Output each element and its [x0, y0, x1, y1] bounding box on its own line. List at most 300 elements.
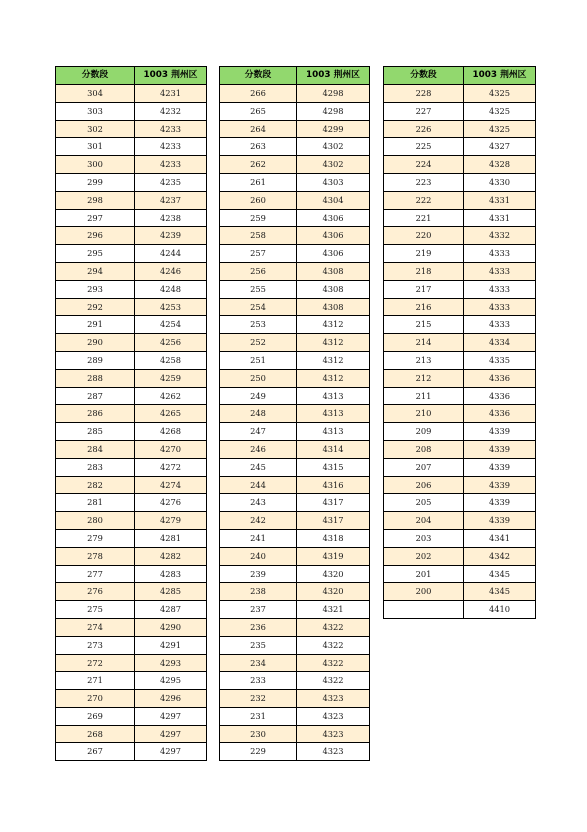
cumulative-cell: 4308: [297, 262, 370, 280]
score-cell: 263: [220, 138, 297, 156]
score-cell: 230: [220, 725, 297, 743]
score-cell: 284: [56, 440, 135, 458]
table-row: [56, 458, 207, 476]
cumulative-cell: 4342: [464, 547, 536, 565]
table-row: [384, 405, 536, 423]
table-row: [220, 334, 370, 352]
score-cell: 292: [56, 298, 135, 316]
cumulative-cell: 4322: [297, 636, 370, 654]
table-row: [220, 672, 370, 690]
cumulative-cell: 4339: [464, 494, 536, 512]
score-table-3: [383, 66, 536, 619]
table-row: [56, 156, 207, 174]
table-row: [220, 512, 370, 530]
cumulative-cell: 4259: [135, 369, 207, 387]
table-body: [56, 85, 207, 761]
score-cell: 217: [384, 280, 464, 298]
table-row: [220, 583, 370, 601]
score-cell: 209: [384, 423, 464, 441]
cumulative-cell: 4235: [135, 173, 207, 191]
table-row: [220, 743, 370, 761]
score-cell: 228: [384, 85, 464, 103]
cumulative-cell: 4233: [135, 156, 207, 174]
table-row: [220, 529, 370, 547]
score-cell: 239: [220, 565, 297, 583]
score-cell: 291: [56, 316, 135, 334]
cumulative-cell: 4339: [464, 512, 536, 530]
table-row: [220, 565, 370, 583]
cumulative-cell: 4268: [135, 423, 207, 441]
table-row: [56, 209, 207, 227]
cumulative-cell: 4322: [297, 654, 370, 672]
cumulative-cell: 4339: [464, 458, 536, 476]
score-cell: 289: [56, 351, 135, 369]
score-cell: 294: [56, 262, 135, 280]
table-row: [220, 494, 370, 512]
score-cell: 223: [384, 173, 464, 191]
cumulative-cell: 4282: [135, 547, 207, 565]
cumulative-cell: 4333: [464, 298, 536, 316]
cumulative-cell: 4281: [135, 529, 207, 547]
table-row: [220, 440, 370, 458]
cumulative-cell: 4296: [135, 690, 207, 708]
table-row: [56, 743, 207, 761]
score-cell: 274: [56, 618, 135, 636]
score-table-2: [219, 66, 370, 761]
table-row: [56, 102, 207, 120]
score-cell: 242: [220, 512, 297, 530]
cumulative-cell: 4308: [297, 280, 370, 298]
header-district: 1003 荆州区: [464, 67, 536, 85]
score-cell: 238: [220, 583, 297, 601]
table-row: [384, 280, 536, 298]
score-cell: 225: [384, 138, 464, 156]
score-cell: 302: [56, 120, 135, 138]
score-cell: 297: [56, 209, 135, 227]
table-row: [220, 262, 370, 280]
cumulative-cell: 4312: [297, 316, 370, 334]
table-row: [220, 245, 370, 263]
score-cell: 299: [56, 173, 135, 191]
score-cell: 259: [220, 209, 297, 227]
cumulative-cell: 4272: [135, 458, 207, 476]
cumulative-cell: 4306: [297, 227, 370, 245]
cumulative-cell: 4317: [297, 512, 370, 530]
table-row: [56, 690, 207, 708]
table-body: [220, 85, 370, 761]
table-body: [384, 85, 536, 619]
table-row: [384, 351, 536, 369]
cumulative-cell: 4253: [135, 298, 207, 316]
table-row: [384, 583, 536, 601]
table-row: [384, 316, 536, 334]
cumulative-cell: 4297: [135, 725, 207, 743]
cumulative-cell: 4302: [297, 138, 370, 156]
cumulative-cell: 4265: [135, 405, 207, 423]
cumulative-cell: 4313: [297, 423, 370, 441]
score-cell: 276: [56, 583, 135, 601]
cumulative-cell: 4244: [135, 245, 207, 263]
cumulative-cell: 4336: [464, 369, 536, 387]
cumulative-cell: 4336: [464, 387, 536, 405]
cumulative-cell: 4238: [135, 209, 207, 227]
score-cell: 212: [384, 369, 464, 387]
table-row: [384, 440, 536, 458]
cumulative-cell: 4313: [297, 405, 370, 423]
score-cell: 201: [384, 565, 464, 583]
cumulative-cell: 4333: [464, 280, 536, 298]
table-row: [56, 672, 207, 690]
score-cell: 215: [384, 316, 464, 334]
score-cell: 249: [220, 387, 297, 405]
score-cell: 290: [56, 334, 135, 352]
cumulative-cell: 4285: [135, 583, 207, 601]
cumulative-cell: 4254: [135, 316, 207, 334]
score-cell: 220: [384, 227, 464, 245]
score-cell: 304: [56, 85, 135, 103]
cumulative-cell: 4258: [135, 351, 207, 369]
table-row: [220, 351, 370, 369]
score-cell: 300: [56, 156, 135, 174]
cumulative-cell: 4322: [297, 618, 370, 636]
cumulative-cell: 4325: [464, 120, 536, 138]
table-row: [220, 191, 370, 209]
table-row: [220, 316, 370, 334]
cumulative-cell: 4330: [464, 173, 536, 191]
score-cell: 204: [384, 512, 464, 530]
score-cell: 214: [384, 334, 464, 352]
cumulative-cell: 4283: [135, 565, 207, 583]
score-cell: 272: [56, 654, 135, 672]
cumulative-cell: 4321: [297, 601, 370, 619]
score-cell: 231: [220, 707, 297, 725]
cumulative-cell: 4297: [135, 707, 207, 725]
table-row: [384, 298, 536, 316]
cumulative-cell: 4239: [135, 227, 207, 245]
cumulative-cell: 4328: [464, 156, 536, 174]
score-cell: 237: [220, 601, 297, 619]
table-row: [56, 529, 207, 547]
cumulative-cell: 4335: [464, 351, 536, 369]
cumulative-cell: 4333: [464, 245, 536, 263]
score-cell: 257: [220, 245, 297, 263]
header-district: 1003 荆州区: [135, 67, 207, 85]
table-row: [220, 636, 370, 654]
table-row: [56, 565, 207, 583]
cumulative-cell: 4290: [135, 618, 207, 636]
cumulative-cell: 4233: [135, 138, 207, 156]
score-cell: 213: [384, 351, 464, 369]
cumulative-cell: 4298: [297, 102, 370, 120]
score-cell: 293: [56, 280, 135, 298]
cumulative-cell: 4246: [135, 262, 207, 280]
cumulative-cell: 4274: [135, 476, 207, 494]
table-row: [56, 725, 207, 743]
score-cell: 247: [220, 423, 297, 441]
score-cell: 219: [384, 245, 464, 263]
cumulative-cell: 4308: [297, 298, 370, 316]
cumulative-cell: 4345: [464, 565, 536, 583]
cumulative-cell: 4336: [464, 405, 536, 423]
cumulative-cell: 4334: [464, 334, 536, 352]
score-cell: 226: [384, 120, 464, 138]
cumulative-cell: 4331: [464, 209, 536, 227]
table-row: [56, 298, 207, 316]
table-row: [220, 618, 370, 636]
score-cell: 227: [384, 102, 464, 120]
score-cell: 282: [56, 476, 135, 494]
score-cell: 254: [220, 298, 297, 316]
table-row: [220, 138, 370, 156]
score-cell: 232: [220, 690, 297, 708]
table-row: [220, 547, 370, 565]
score-cell: 243: [220, 494, 297, 512]
score-cell: 244: [220, 476, 297, 494]
cumulative-cell: 4312: [297, 351, 370, 369]
table-row: [56, 547, 207, 565]
cumulative-cell: 4339: [464, 440, 536, 458]
table-row: [56, 707, 207, 725]
cumulative-cell: 4313: [297, 387, 370, 405]
score-cell: 221: [384, 209, 464, 227]
score-cell: 285: [56, 423, 135, 441]
header-district: 1003 荆州区: [297, 67, 370, 85]
table-row: [220, 280, 370, 298]
cumulative-cell: 4323: [297, 743, 370, 761]
cumulative-cell: 4295: [135, 672, 207, 690]
cumulative-cell: 4248: [135, 280, 207, 298]
score-cell: 241: [220, 529, 297, 547]
table-row: [56, 351, 207, 369]
cumulative-cell: 4325: [464, 102, 536, 120]
cumulative-cell: 4299: [297, 120, 370, 138]
table-row: [220, 298, 370, 316]
cumulative-cell: 4287: [135, 601, 207, 619]
score-cell: 208: [384, 440, 464, 458]
cumulative-cell: 4279: [135, 512, 207, 530]
score-cell: 277: [56, 565, 135, 583]
cumulative-cell: 4276: [135, 494, 207, 512]
score-cell: 210: [384, 405, 464, 423]
cumulative-cell: 4304: [297, 191, 370, 209]
score-cell: 258: [220, 227, 297, 245]
table-row: [220, 423, 370, 441]
cumulative-cell: 4322: [297, 672, 370, 690]
table-row: [56, 654, 207, 672]
table-row: [384, 512, 536, 530]
table-row: [220, 601, 370, 619]
table-row: [384, 387, 536, 405]
cumulative-cell: 4345: [464, 583, 536, 601]
header-score: 分数段: [56, 67, 135, 85]
score-cell: 216: [384, 298, 464, 316]
cumulative-cell: 4270: [135, 440, 207, 458]
table-row: [384, 423, 536, 441]
score-cell: 288: [56, 369, 135, 387]
score-cell: 279: [56, 529, 135, 547]
score-cell: 303: [56, 102, 135, 120]
score-cell: 252: [220, 334, 297, 352]
table-row: [384, 547, 536, 565]
cumulative-cell: 4339: [464, 476, 536, 494]
score-cell: 260: [220, 191, 297, 209]
cumulative-cell: 4320: [297, 565, 370, 583]
table-row: [220, 458, 370, 476]
cumulative-cell: 4303: [297, 173, 370, 191]
score-cell: 278: [56, 547, 135, 565]
cumulative-cell: 4298: [297, 85, 370, 103]
cumulative-cell: 4331: [464, 191, 536, 209]
table-row: [56, 423, 207, 441]
score-cell: 235: [220, 636, 297, 654]
cumulative-cell: 4256: [135, 334, 207, 352]
score-cell: 248: [220, 405, 297, 423]
score-cell: 268: [56, 725, 135, 743]
score-cell: 266: [220, 85, 297, 103]
table-row: [384, 173, 536, 191]
table-row: [384, 191, 536, 209]
score-table-1: [55, 66, 207, 761]
score-cell: 218: [384, 262, 464, 280]
table-row: [56, 583, 207, 601]
table-row: [220, 405, 370, 423]
table-row: [56, 316, 207, 334]
score-cell: 203: [384, 529, 464, 547]
table-row: [384, 476, 536, 494]
table-row: [384, 209, 536, 227]
header-row: [56, 67, 207, 85]
score-cell: 240: [220, 547, 297, 565]
table-row: [56, 636, 207, 654]
score-cell: 246: [220, 440, 297, 458]
score-cell: 253: [220, 316, 297, 334]
table-row: [56, 618, 207, 636]
score-cell: 283: [56, 458, 135, 476]
cumulative-cell: 4306: [297, 209, 370, 227]
cumulative-cell: 4316: [297, 476, 370, 494]
table-row: [220, 102, 370, 120]
table-row: [56, 440, 207, 458]
cumulative-cell: 4319: [297, 547, 370, 565]
score-cell: 295: [56, 245, 135, 263]
cumulative-cell: 4323: [297, 707, 370, 725]
cumulative-cell: 4232: [135, 102, 207, 120]
score-cell: 262: [220, 156, 297, 174]
table-row: [384, 334, 536, 352]
table-row: [56, 280, 207, 298]
cumulative-cell: 4315: [297, 458, 370, 476]
table-row: [220, 120, 370, 138]
table-row: [56, 476, 207, 494]
cumulative-cell: 4323: [297, 725, 370, 743]
cumulative-cell: 4341: [464, 529, 536, 547]
header-score: 分数段: [220, 67, 297, 85]
table-row: [384, 85, 536, 103]
table-row: [56, 387, 207, 405]
cumulative-cell: 4333: [464, 262, 536, 280]
score-cell: 207: [384, 458, 464, 476]
cumulative-cell: 4233: [135, 120, 207, 138]
score-cell: 267: [56, 743, 135, 761]
table-row: [220, 654, 370, 672]
cumulative-cell: 4325: [464, 85, 536, 103]
score-cell: 275: [56, 601, 135, 619]
score-cell: 211: [384, 387, 464, 405]
score-cell: 233: [220, 672, 297, 690]
table-row: [56, 138, 207, 156]
table-row: [220, 707, 370, 725]
score-cell: 273: [56, 636, 135, 654]
score-cell: 222: [384, 191, 464, 209]
score-cell: 281: [56, 494, 135, 512]
header-row: [384, 67, 536, 85]
table-row: [220, 85, 370, 103]
table-row: [384, 102, 536, 120]
score-cell: 256: [220, 262, 297, 280]
score-cell: 229: [220, 743, 297, 761]
cumulative-cell: 4231: [135, 85, 207, 103]
score-cell: 200: [384, 583, 464, 601]
table-row: [384, 494, 536, 512]
score-cell: 301: [56, 138, 135, 156]
score-cell: 270: [56, 690, 135, 708]
table-row: [220, 227, 370, 245]
cumulative-cell: 4410: [464, 601, 536, 619]
table-row: [384, 156, 536, 174]
table-row: [56, 227, 207, 245]
table-row: [56, 334, 207, 352]
table-row: [384, 529, 536, 547]
table-row: [56, 405, 207, 423]
score-cell: 269: [56, 707, 135, 725]
score-cell: 234: [220, 654, 297, 672]
score-cell: 287: [56, 387, 135, 405]
cumulative-cell: 4333: [464, 316, 536, 334]
cumulative-cell: 4297: [135, 743, 207, 761]
score-cell: 251: [220, 351, 297, 369]
table-row: [220, 173, 370, 191]
table-row: [384, 601, 536, 619]
table-row: [220, 156, 370, 174]
score-cell: 264: [220, 120, 297, 138]
table-row: [384, 458, 536, 476]
table-row: [384, 565, 536, 583]
score-cell: 205: [384, 494, 464, 512]
table-row: [220, 209, 370, 227]
cumulative-cell: 4312: [297, 369, 370, 387]
table-row: [56, 85, 207, 103]
table-row: [220, 476, 370, 494]
table-row: [384, 245, 536, 263]
score-cell: 286: [56, 405, 135, 423]
score-cell: 245: [220, 458, 297, 476]
cumulative-cell: 4237: [135, 191, 207, 209]
cumulative-cell: 4332: [464, 227, 536, 245]
score-cell: 280: [56, 512, 135, 530]
table-row: [384, 369, 536, 387]
table-row: [56, 494, 207, 512]
cumulative-cell: 4306: [297, 245, 370, 263]
table-row: [220, 725, 370, 743]
table-row: [56, 512, 207, 530]
cumulative-cell: 4339: [464, 423, 536, 441]
table-row: [56, 191, 207, 209]
table-row: [220, 690, 370, 708]
cumulative-cell: 4317: [297, 494, 370, 512]
cumulative-cell: 4262: [135, 387, 207, 405]
table-row: [56, 601, 207, 619]
score-cell: 255: [220, 280, 297, 298]
